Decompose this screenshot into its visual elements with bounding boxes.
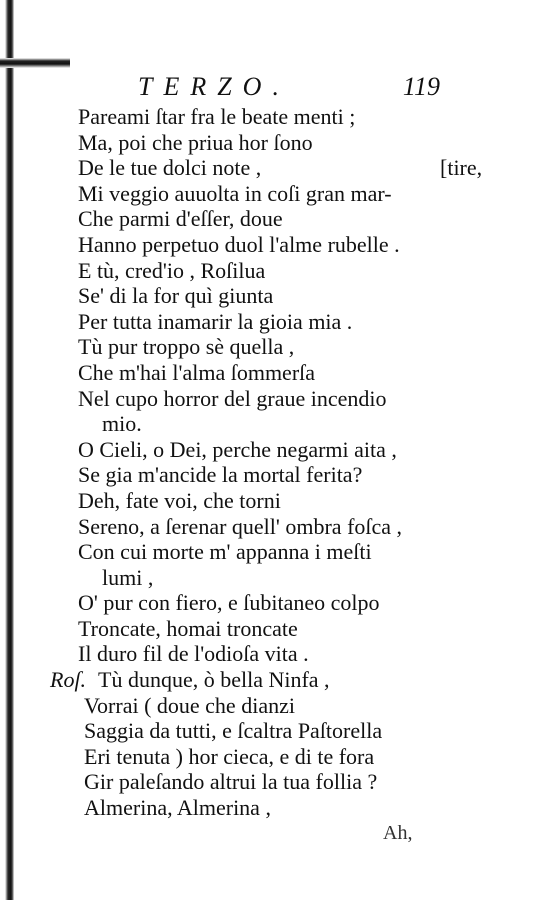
verse-line: Hanno perpetuo duol l'alme rubelle . [78,231,400,257]
page-header [120,72,440,106]
page-number: 119 [402,72,440,101]
verse-line: lumi , [102,564,154,590]
bracket-turnover: [tire, [440,155,483,181]
binding-edge [0,0,14,900]
running-title: TERZO. [138,72,290,101]
verse-line: Tù pur troppo sè quella , [78,334,295,360]
verse-line: Nel cupo horror del graue incendio [78,385,387,411]
verse-line: Troncate, homai troncate [78,615,298,641]
verse-line: Mi veggio auuolta in coſi gran mar- [78,180,392,206]
verse-line: Almerina, Almerina , [84,795,271,821]
verse-line: Saggia da tutti, e ſcaltra Paſtorella [84,718,383,744]
verse-line: Se' di la for quì giunta [78,283,274,309]
verse-line: Che m'hai l'alma ſommerſa [78,359,316,385]
verse-line: Sereno, a ſerenar quell' ombra foſca , [78,513,403,539]
page-top-edge [0,58,70,68]
verse-line: Vorrai ( doue che dianzi [84,692,295,718]
verse-line: Eri tenuta ) hor cieca, e di te fora [84,743,375,769]
verse-line: E tù, cred'io , Roſilua [78,257,266,283]
verse-line: Che parmi d'eſſer, doue [78,206,283,232]
verse-line: Se gia m'ancide la mortal ferita? [78,462,363,488]
verse-text [50,104,483,821]
verse-line: Gir paleſando altrui la tua follia ? [84,769,378,795]
verse-line: Per tutta inamarir la gioia mia . [78,308,353,334]
verse-line: O' pur con fiero, e ſubitaneo colpo [78,590,380,616]
verse-line: De le tue dolci note , [tire, [78,155,483,181]
verse-line: Deh, fate voi, che torni [78,487,281,513]
verse-line: Pareami ſtar fra le beate menti ; [78,104,356,129]
verse-line: Ma, poi che priua hor ſono [78,129,313,155]
speaker-label: Roſ. [50,667,87,693]
verse-line: mio. [102,411,142,437]
verse-line: Il duro fil de l'odioſa vita . [78,641,309,667]
verse-line: Con cui morte m' appanna i meſti [78,539,372,565]
catchword: Ah, [383,822,413,844]
verse-line: Roſ. Tù dunque, ò bella Ninfa , [50,667,330,693]
verse-line: O Cieli, o Dei, perche negarmi aita , [78,436,397,462]
